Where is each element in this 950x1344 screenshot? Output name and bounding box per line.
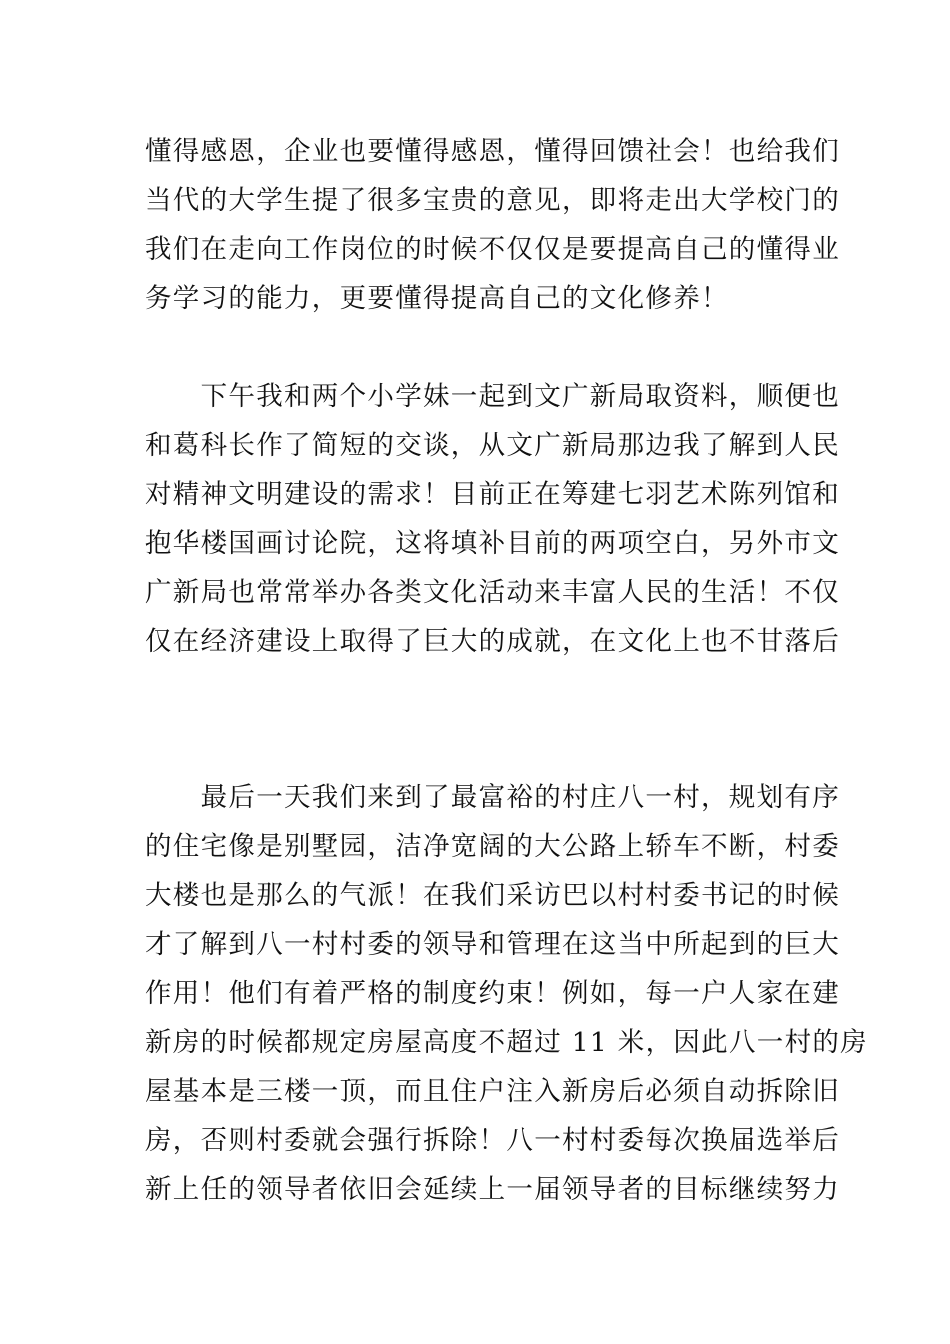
text-line: 和葛科长作了简短的交谈，从文广新局那边我了解到人民 [145,430,840,461]
text-line: 务学习的能力，更要懂得提高自己的文化修养！ [145,283,729,314]
text-line: 大楼也是那么的气派！在我们采访巴以村村委书记的时候 [145,880,840,911]
text-line: 下午我和两个小学妹一起到文广新局取资料，顺便也 [145,381,840,412]
text-line: 抱华楼国画讨论院，这将填补目前的两项空白，另外市文 [145,528,840,559]
text-line: 我们在走向工作岗位的时候不仅仅是要提高自己的懂得业 [145,234,840,265]
text-line: 屋基本是三楼一顶，而且住户注入新房后必须自动拆除旧 [145,1076,840,1107]
text-line: 最后一天我们来到了最富裕的村庄八一村，规划有序 [145,782,840,813]
paragraph-bayi-village [145,773,868,1214]
paragraph-gratitude [145,127,840,323]
paragraph-culture-bureau [145,372,840,666]
text-line: 仅在经济建设上取得了巨大的成就，在文化上也不甘落后 [145,626,840,657]
text-line: 才了解到八一村村委的领导和管理在这当中所起到的巨大 [145,929,840,960]
text-line: 新上任的领导者依旧会延续上一届领导者的目标继续努力 [145,1174,840,1205]
text-line: 广新局也常常举办各类文化活动来丰富人民的生活！不仅 [145,577,840,608]
text-line: 当代的大学生提了很多宝贵的意见，即将走出大学校门的 [145,185,840,216]
text-line: 对精神文明建设的需求！目前正在筹建七羽艺术陈列馆和 [145,479,840,510]
text-line: 房，否则村委就会强行拆除！八一村村委每次换届选举后 [145,1125,840,1156]
text-line: 的住宅像是别墅园，洁净宽阔的大公路上轿车不断，村委 [145,831,840,862]
text-line: 懂得感恩，企业也要懂得感恩，懂得回馈社会！也给我们 [145,136,840,167]
text-line: 新房的时候都规定房屋高度不超过 11 米，因此八一村的房 [145,1027,868,1058]
text-line: 作用！他们有着严格的制度约束！例如，每一户人家在建 [145,978,840,1009]
